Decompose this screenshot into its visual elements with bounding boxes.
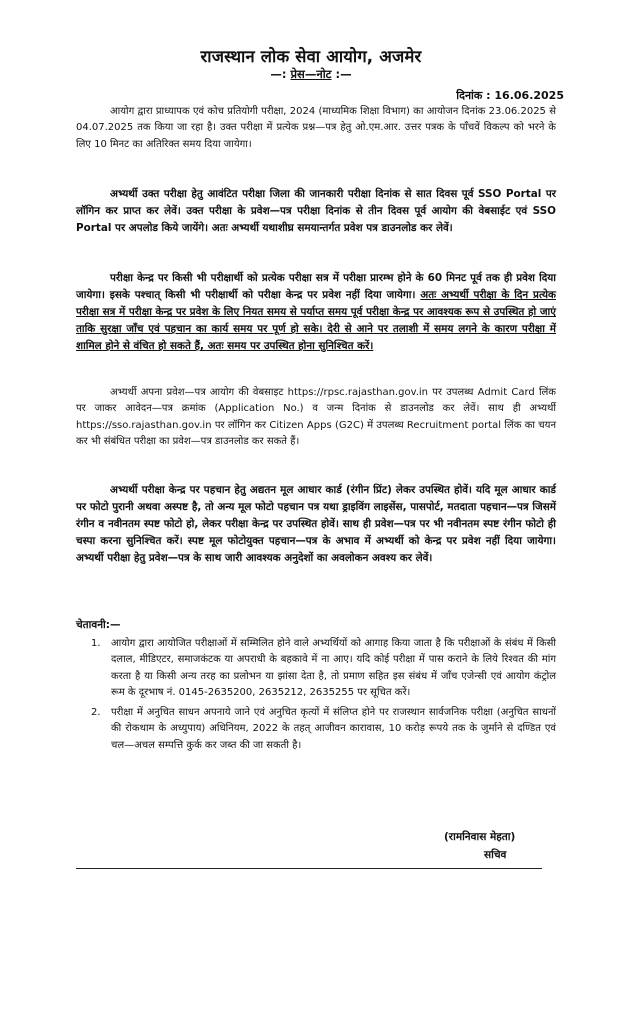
- warning-text: आयोग द्वारा आयोजित परीक्षाओं में सम्मिलित होने वाले अभ्यर्थियों को आगाह किया जाता है कि परीक्षाओं के संबंध में किसी दलाल, मीडिएटर, समाजकंटक या अपराधी के बहकावे में ना आए। यदि कोई परीक्षा में पास कराने के लिये रिश्वत की मांग करता है या किसी अन्य तरह का प्रलोभन या झांसा देता है, तो प्रमाण सहित इस संबंध में जाँच एजेन्सी एवं आयोग कंट्रोल रूम के दूरभाष नं. 0145-2635200, 2635212, 2635255 पर सूचित करें।: [111, 638, 556, 698]
- warning-item: [76, 636, 556, 701]
- warning-number: 2.: [91, 707, 101, 719]
- footer-divider: [76, 868, 542, 869]
- page-title: राजस्थान लोक सेवा आयोग, अजमेर: [200, 47, 422, 66]
- press-note-prefix: —:: [270, 67, 291, 81]
- paragraph-admit-card-upload: अभ्यर्थी उक्त परीक्षा हेतु आवंटित परीक्षा जिला की जानकारी परीक्षा दिनांक से सात दिवस पूर्व SSO Portal पर लॉगिन कर प्राप्त कर लेवें। उक्त परीक्षा के प्रवेश—पत्र परीक्षा दिनांक से तीन दिवस पूर्व आयोग की वेबसाईट एवं SSO Portal पर अपलोड किये जायेंगे। अतः अभ्यर्थी यथाशीघ्र समयान्तर्गत प्रवेश पत्र डाउनलोड कर लेवें।: [76, 188, 556, 234]
- press-note-label: प्रेस—नोट: [290, 67, 332, 81]
- warnings-heading: चेतावनी:—: [76, 619, 121, 631]
- paragraph-exam-schedule: आयोग द्वारा प्राध्यापक एवं कोच प्रतियोगी परीक्षा, 2024 (माध्यमिक शिक्षा विभाग) का आयोजन दिनांक 23.06.2025 से 04.07.2025 तक किया जा रहा है। उक्त परीक्षा में प्रत्येक प्रश्न—पत्र हेतु ओ.एम.आर. उत्तर पत्रक के पाँचवें विकल्प को भरने के लिए 10 मिनट का अतिरिक्त समय दिया जायेगा।: [76, 106, 556, 150]
- entry-timing-text: परीक्षा केन्द्र पर किसी भी परीक्षार्थी को प्रत्येक परीक्षा सत्र में परीक्षा प्रारम्भ होने के 60 मिनट पूर्व तक ही प्रवेश दिया जायेगा। इसके पश्चात् किसी भी परीक्षार्थी को परीक्षा केन्द्र पर प्रवेश नहीं दिया जायेगा।: [76, 272, 556, 301]
- paragraph-entry-timing: [76, 270, 556, 355]
- paragraph-download-instructions: अभ्यर्थी अपना प्रवेश—पत्र आयोग की वेबसाइट https://rpsc.rajasthan.gov.in पर उपलब्ध Admit Card लिंक पर जाकर आवेदन—पत्र क्रमांक (Application No.) व जन्म दिनांक से डाउनलोड कर लेवें। साथ ही अभ्यर्थी https://sso.rajasthan.gov.in पर लॉगिन कर Citizen Apps (G2C) में उपलब्ध Recruitment portal लिंक का चयन कर भी संबंधित परीक्षा का प्रवेश—पत्र डाउनलोड कर सकते हैं।: [76, 387, 556, 447]
- entry-timing-emphasis: अतः अभ्यर्थी परीक्षा के दिन प्रत्येक परीक्षा सत्र में परीक्षा केन्द्र पर प्रवेश के लिए नियत समय से पर्याप्त समय पूर्व परीक्षा केन्द्र पर आवश्यक रूप से उपस्थित हो जाएं ताकि सुरक्षा जाँच एवं पहचान का कार्य समय पर पूर्ण हो सके। देरी से आने पर तलाशी में समय लगने के कारण परीक्षा में शामिल होने से वंचित हो सकते हैं, अतः समय पर उपस्थित होना सुनिश्चित करें।: [76, 289, 556, 352]
- warning-text: परीक्षा में अनुचित साधन अपनाये जाने एवं अनुचित कृत्यों में संलिप्त होने पर राजस्थान सार्वजनिक परीक्षा (अनुचित साधनों की रोकथाम के अध्युपाय) अधिनियम, 2022 के तहत् आजीवन कारावास, 10 करोड़ रूपये तक के जुर्माने से दण्डित एवं चल—अचल सम्पत्ति कुर्क कर जब्त की जा सकती है।: [111, 707, 556, 751]
- warning-number: 1.: [91, 638, 101, 649]
- warnings-list: [76, 636, 556, 758]
- paragraph-id-proof: अभ्यर्थी परीक्षा केन्द्र पर पहचान हेतु अद्यतन मूल आधार कार्ड (रंगीन प्रिंट) लेकर उपस्थित होवें। यदि मूल आधार कार्ड पर फोटो पुरानी अथवा अस्पष्ट है, तो अन्य मूल फोटो पहचान पत्र यथा ड्राइविंग लाइसेंस, पासपोर्ट, मतदाता पहचान—पत्र जिसमें रंगीन व नवीनतम स्पष्ट फोटो हो, लेकर परीक्षा केन्द्र पर उपस्थित होवें। साथ ही प्रवेश—पत्र पर भी नवीनतम स्पष्ट रंगीन फोटो ही चस्पा करना सुनिश्चित करें। स्पष्ट मूल फोटोयुक्त पहचान—पत्र के अभाव में अभ्यर्थी को केन्द्र पर प्रवेश नहीं दिया जायेगा। अभ्यर्थी परीक्षा हेतु प्रवेश—पत्र के साथ जारी आवश्यक अनुदेशों का अवलोकन अवश्य कर लेवें।: [76, 484, 556, 564]
- signatory-name: (रामनिवास मेहता): [444, 831, 516, 843]
- warning-item: [76, 705, 556, 754]
- press-note-suffix: :—: [331, 67, 352, 81]
- signatory-role: सचिव: [484, 849, 507, 861]
- issue-date: दिनांक : 16.06.2025: [456, 89, 564, 102]
- press-note-heading: [0, 67, 622, 82]
